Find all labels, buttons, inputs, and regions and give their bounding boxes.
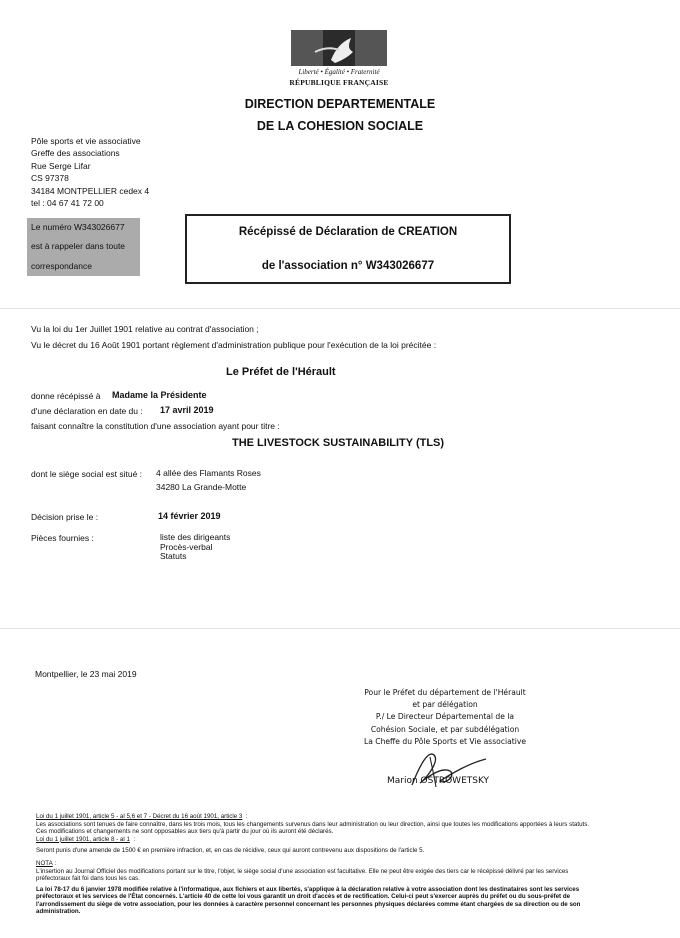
marianne-logo	[291, 30, 387, 66]
signature-line: La Cheffe du Pôle Sports et Vie associative	[363, 736, 527, 746]
handwritten-signature	[390, 745, 500, 795]
fold-line	[0, 628, 680, 629]
signature-line: Pour le Préfet du département de l'Hérault	[364, 688, 526, 697]
receipt-title-line1: Récépissé de Déclaration de CREATION	[238, 226, 458, 238]
list-item: Procès-verbal	[160, 541, 213, 552]
footnote-law-title: Loi du 1 juillet 1901, article 5 - al 5,6 et 7 - Décret du 16 août 1901, article 3	[36, 813, 243, 820]
footnote-text: Ces modifications et changements ne sont opposables aux tiers qu'à partir du jour où ils auront été déclarés.	[36, 828, 334, 836]
legal-basis-decree: Vu le décret du 16 Août 1901 portant règlement d'administration publique pour l'exécution de la loi précitée :	[31, 340, 437, 350]
footnote-text: préfectoraux et les services de l'État concernés. L'article 40 de cette loi vous garantit un droit d'accès et de rectification. Celui-ci peut s'exercer auprès du préfet ou du sous-préfet de	[36, 893, 571, 901]
reference-line: est à rappeler dans toute	[31, 241, 126, 252]
recepisse-recipient: Madame la Présidente	[112, 390, 207, 400]
signature-line: P./ Le Directeur Départemental de la	[375, 712, 515, 722]
pieces-list	[160, 533, 230, 562]
fold-line	[0, 308, 680, 309]
siege-label: dont le siège social est situé :	[31, 469, 143, 479]
footnote-text: Seront punis d'une amende de 1500 € en première infraction, et, en cas de récidive, ceux qui auront contrevenu aux dispositions de l'article 5.	[36, 847, 425, 855]
reference-line: Le numéro W343026677	[31, 222, 125, 232]
address-line: CS 97378	[31, 173, 69, 184]
association-title: THE LIVESTOCK SUSTAINABILITY (TLS)	[232, 437, 445, 449]
address-line: Pôle sports et vie associative	[31, 136, 141, 146]
list-item: liste des dirigeants	[160, 532, 231, 542]
nota-label: NOTA	[36, 859, 53, 867]
direction-title-line1: DIRECTION DEPARTEMENTALE	[244, 97, 436, 111]
footnotes	[36, 813, 656, 915]
signature-line: et par délégation	[412, 700, 478, 710]
address-line: Greffe des associations	[31, 148, 120, 159]
footnote-text: préfectoraux fait foi dans tous les cas.	[36, 875, 140, 883]
decision-label: Décision prise le :	[31, 512, 99, 522]
reference-number-box	[27, 218, 140, 276]
footnote-colon: :	[245, 813, 248, 820]
prefet-heading: Le Préfet de l'Hérault	[226, 366, 336, 378]
sender-address	[31, 135, 149, 209]
address-line: 34184 MONTPELLIER cedex 4	[31, 185, 150, 196]
footnote-text: L'insertion au Journal Officiel des modifications portant sur le titre, l'objet, le siège social d'une association est facultative. Elle ne peut être exigée des tiers car le récépissé délivré par les services	[36, 867, 569, 875]
constitution-text: faisant connaître la constitution d'une association ayant pour titre :	[31, 421, 280, 431]
list-item: Statuts	[160, 551, 187, 561]
republic-motto: Liberté • Égalité • Fraternité	[298, 68, 380, 76]
address-line: Rue Serge Lifar	[31, 160, 91, 171]
receipt-title-frame	[185, 214, 511, 284]
footnote-law-title: Loi du 1 juillet 1901, article 8 - al 1	[36, 835, 130, 843]
pieces-label: Pièces fournies :	[31, 533, 94, 543]
footnote-text: Les associations sont tenues de faire connaître, dans les trois mois, tous les changements survenus dans leur administration ou leur direction, ainsi que toutes les modifications apportées à leurs statuts.	[36, 820, 590, 828]
footnote-colon: :	[133, 835, 136, 843]
republic-name: RÉPUBLIQUE FRANÇAISE	[289, 78, 389, 87]
siege-address-line1: 4 allée des Flamants Roses	[156, 468, 261, 478]
signature-line: Cohésion Sociale, et par subdélégation	[370, 724, 520, 734]
footnote-text: l'arrondissement du siège de votre association, pour les données à caractère personnel concernant les personnes physiques déclarées comme étant chargées de sa direction ou de son	[36, 900, 581, 908]
footnote-colon: :	[54, 859, 57, 867]
direction-title-line2: DE LA COHESION SOCIALE	[256, 119, 424, 133]
legal-basis-law: Vu la loi du 1er Juillet 1901 relative au contrat d'association ;	[31, 324, 259, 334]
place-date: Montpellier, le 23 mai 2019	[35, 669, 137, 679]
receipt-title-line2: de l'association n° W343026677	[261, 260, 435, 272]
address-line: tel : 04 67 41 72 00	[31, 198, 104, 209]
footnote-text: La loi 78-17 du 6 janvier 1978 modifiée relative à l'informatique, aux fichiers et aux libertés, s'applique à la déclaration relative à votre association dont les destinataires sont les services	[36, 885, 580, 893]
siege-address-line2: 34280 La Grande-Motte	[156, 482, 247, 492]
recepisse-label: donne récépissé à	[31, 391, 101, 401]
footnote-text: administration.	[36, 907, 81, 915]
decision-date: 14 février 2019	[158, 511, 221, 521]
declaration-date-label: d'une déclaration en date du :	[31, 406, 143, 416]
declaration-date: 17 avril 2019	[160, 405, 214, 415]
signature-block	[345, 687, 545, 748]
reference-line: correspondance	[31, 260, 92, 271]
signatory-name: Marion OSTROWETSKY	[387, 776, 490, 786]
